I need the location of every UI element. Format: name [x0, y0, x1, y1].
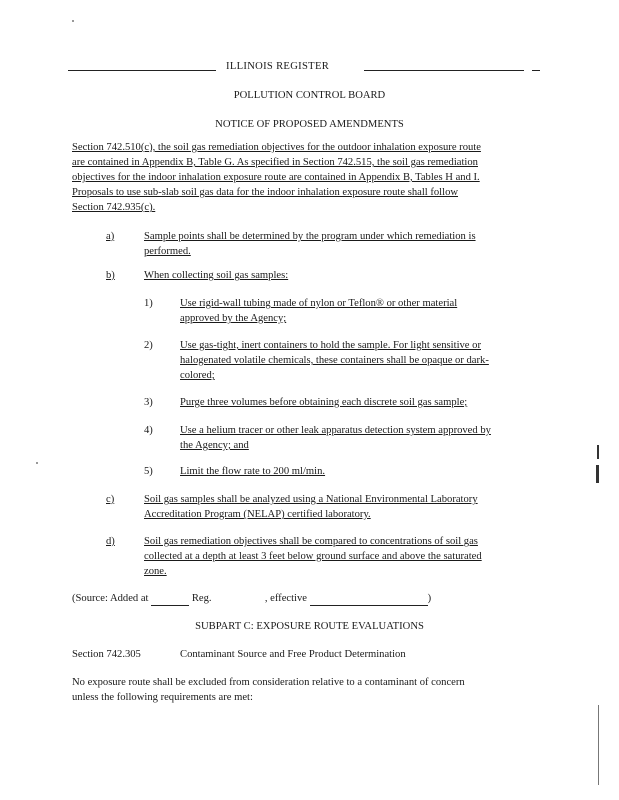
item-b2-line: colored;: [180, 370, 215, 381]
item-b3-line: Purge three volumes before obtaining each discrete soil gas sample;: [180, 397, 468, 408]
source-reg: Reg.: [191, 593, 212, 604]
item-b1-line: Use rigid-wall tubing made of nylon or Teflon® or other material: [180, 298, 458, 309]
source-suffix: ): [427, 593, 432, 604]
item-b5-line: Limit the flow rate to 200 ml/min.: [180, 466, 326, 477]
scan-mark: [596, 465, 599, 483]
source-prefix: (Source: Added at: [72, 593, 149, 604]
source-effective: , effective: [264, 593, 307, 604]
register-title: ILLINOIS REGISTER: [226, 61, 330, 72]
intro-line: are contained in Appendix B, Table G. As specified in Section 742.515, the soil gas remediation: [72, 157, 478, 168]
header-rule-right: [364, 70, 524, 71]
source-blank-date: [310, 605, 428, 606]
item-b-line: When collecting soil gas samples:: [144, 270, 289, 281]
item-b-label: b): [106, 270, 115, 281]
item-b4-line: the Agency; and: [180, 440, 249, 451]
scan-dot: [72, 20, 74, 22]
item-d-line: collected at a depth at least 3 feet below ground surface and above the saturated: [144, 551, 482, 562]
intro-line: Proposals to use sub-slab soil gas data for the indoor inhalation exposure route shall follow: [72, 187, 459, 198]
intro-line: Section 742.510(c), the soil gas remediation objectives for the outdoor inhalation exposure route: [72, 142, 481, 153]
header-rule-tick: [532, 70, 540, 71]
item-b2-line: halogenated volatile chemicals, these containers shall be opaque or dark-: [180, 355, 489, 366]
intro-line: Section 742.935(c).: [72, 202, 156, 213]
item-c-line: Soil gas samples shall be analyzed using a National Environmental Laboratory: [144, 494, 478, 505]
item-b-text: [144, 268, 544, 283]
source-note: [72, 591, 542, 606]
notice-title: NOTICE OF PROPOSED AMENDMENTS: [215, 119, 404, 130]
item-b1-line: approved by the Agency;: [180, 313, 287, 324]
intro-paragraph: [72, 140, 542, 215]
item-b5-text: [180, 464, 540, 479]
scan-mark: [598, 705, 599, 785]
item-b2-line: Use gas-tight, inert containers to hold the sample. For light sensitive or: [180, 340, 481, 351]
scan-mark: [597, 445, 599, 459]
item-d-label: d): [106, 536, 115, 547]
scan-dot: [36, 462, 38, 464]
item-a-line: performed.: [144, 246, 191, 257]
item-d-text: [144, 534, 544, 579]
item-b5-label: 5): [144, 466, 153, 477]
item-a-line: Sample points shall be determined by the program under which remediation is: [144, 231, 476, 242]
item-b2-label: 2): [144, 340, 153, 351]
closing-line: No exposure route shall be excluded from consideration relative to a contaminant of concern: [72, 677, 465, 688]
section-title: Contaminant Source and Free Product Determination: [180, 649, 406, 660]
item-d-line: zone.: [144, 566, 167, 577]
item-a-text: [144, 229, 544, 259]
item-b3-label: 3): [144, 397, 153, 408]
item-a-label: a): [106, 231, 115, 242]
closing-line: unless the following requirements are met:: [72, 692, 253, 703]
item-c-label: c): [106, 494, 115, 505]
source-blank-volume: [151, 605, 189, 606]
item-b4-line: Use a helium tracer or other leak apparatus detection system approved by: [180, 425, 491, 436]
board-title: POLLUTION CONTROL BOARD: [233, 90, 386, 101]
subpart-heading: SUBPART C: EXPOSURE ROUTE EVALUATIONS: [195, 621, 424, 632]
item-b4-label: 4): [144, 425, 153, 436]
closing-paragraph: [72, 675, 542, 705]
item-b4-text: [180, 423, 542, 453]
item-d-line: Soil gas remediation objectives shall be compared to concentrations of soil gas: [144, 536, 478, 547]
header-rule-left: [68, 70, 216, 71]
item-c-text: [144, 492, 544, 522]
item-b1-label: 1): [144, 298, 153, 309]
section-number: Section 742.305: [72, 649, 141, 660]
item-b3-text: [180, 395, 540, 410]
item-b2-text: [180, 338, 542, 383]
item-c-line: Accreditation Program (NELAP) certified laboratory.: [144, 509, 371, 520]
intro-line: objectives for the indoor inhalation exposure route are contained in Appendix B, Tables H and I.: [72, 172, 480, 183]
item-b1-text: [180, 296, 540, 326]
